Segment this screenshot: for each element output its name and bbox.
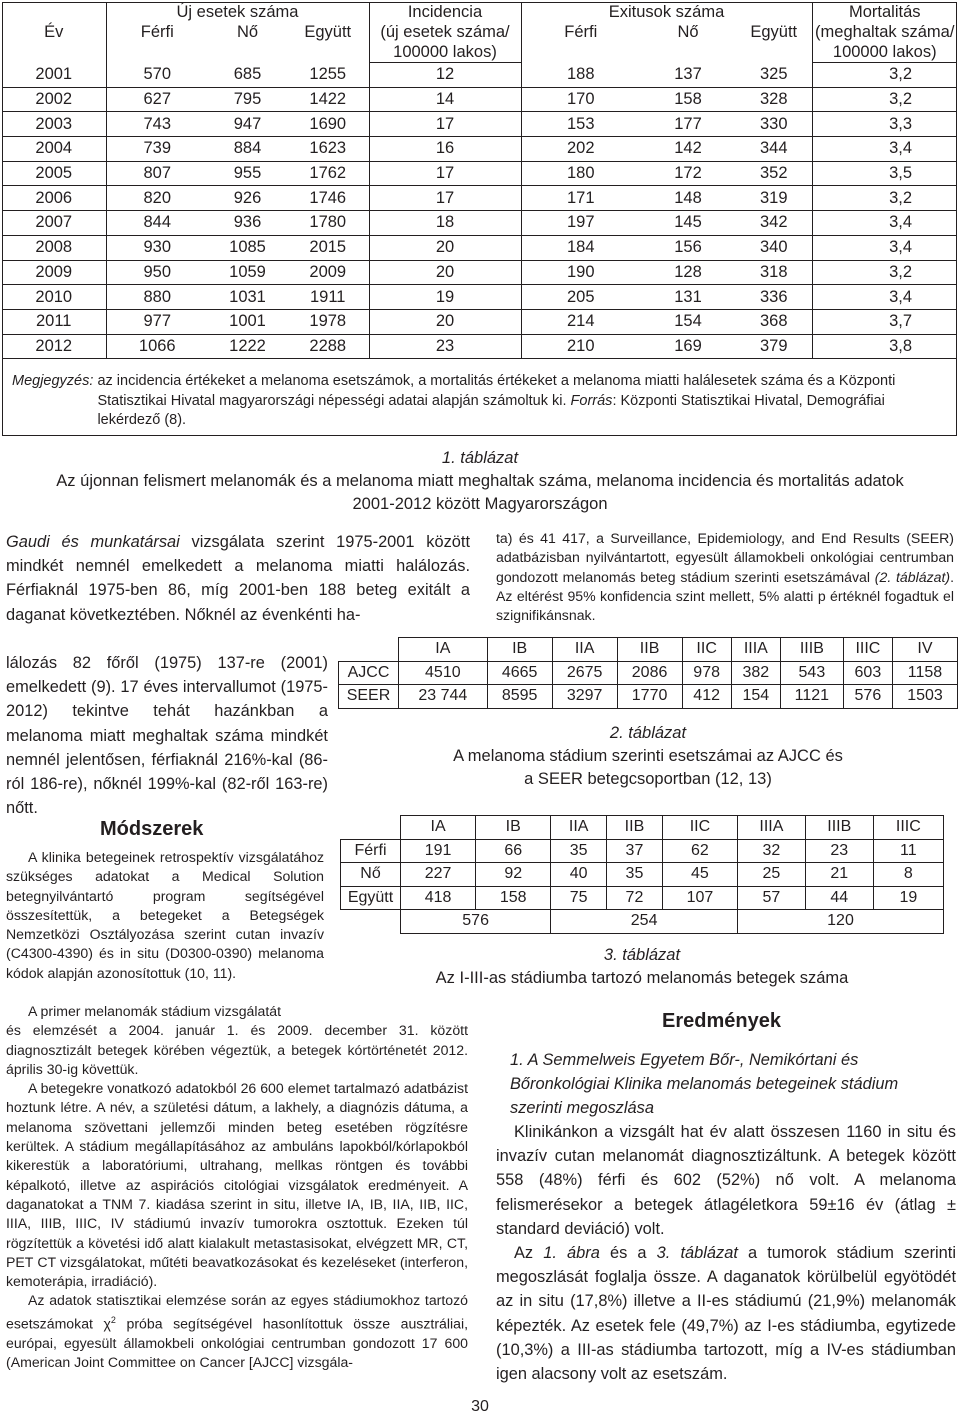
table2-row bbox=[339, 661, 958, 685]
table3-cell: 21 bbox=[805, 863, 873, 887]
table2-cell: 4665 bbox=[487, 661, 552, 685]
table1-cell: 884 bbox=[208, 137, 287, 162]
table3-cell: 8 bbox=[873, 863, 943, 887]
table1-row bbox=[2, 87, 957, 112]
col-mortalitas-unit: 100000 lakos) bbox=[812, 42, 957, 63]
table1-cell: 936 bbox=[208, 211, 287, 236]
table3 bbox=[340, 815, 944, 934]
results-p2b: és a bbox=[599, 1244, 657, 1263]
col-exitusok: Exitusok száma bbox=[521, 2, 812, 22]
col-incidencia: Incidencia bbox=[369, 2, 521, 22]
table1-row bbox=[2, 235, 957, 260]
table1-cell: 2001 bbox=[2, 63, 106, 88]
table1-cell: 2007 bbox=[2, 211, 106, 236]
table2-cell: 978 bbox=[682, 661, 731, 685]
table2-stage-header: IIA bbox=[552, 638, 617, 662]
table1-cell: 1780 bbox=[287, 211, 369, 236]
table1-cell: 2288 bbox=[287, 334, 369, 359]
left-intro-top bbox=[6, 530, 470, 627]
table1-cell: 197 bbox=[521, 211, 640, 236]
table2-cell: 2675 bbox=[552, 661, 617, 685]
table1-caption-num: 1. táblázat bbox=[441, 449, 519, 467]
results-title: Eredmények bbox=[662, 1010, 781, 1032]
table3-totals-blank bbox=[341, 910, 401, 934]
table1-row bbox=[2, 285, 957, 310]
table1-row bbox=[2, 63, 957, 88]
table2-caption bbox=[338, 722, 958, 791]
table1-cell: 2011 bbox=[2, 309, 106, 334]
table1-cell: 18 bbox=[369, 211, 521, 236]
table1-cell: 1066 bbox=[106, 334, 208, 359]
table1-cell: 1255 bbox=[287, 63, 369, 88]
table1-cell: 14 bbox=[369, 87, 521, 112]
table1-cell: 1085 bbox=[208, 235, 287, 260]
table3-caption bbox=[340, 944, 944, 990]
table1-note bbox=[12, 372, 942, 431]
page-number: 30 bbox=[471, 1398, 489, 1415]
table1-cell: 739 bbox=[106, 137, 208, 162]
intro-text: vizsgálata szerint 1975-2001 között mindkét nemnél emelkedett a melanoma miatti halálozás. Férfiaknál 1975-ben 86, míg 2001-ben 188 beteg exitált a daganat következtében. Nőknél az évenkénti ha- bbox=[6, 533, 470, 624]
table3-cell: 25 bbox=[737, 863, 805, 887]
table2-cell: 4510 bbox=[399, 661, 488, 685]
table1-cell: 190 bbox=[521, 260, 640, 285]
table2-row bbox=[339, 685, 958, 709]
table1-cell: 344 bbox=[736, 137, 812, 162]
results-p2c: a tumorok stádium szerinti megoszlását foglalja össze. A daganatok körülbelül egyötödét az in situ (17,8%) illetve a II-es stádiumú (21,9%) melanomák képezték. Az esetek fele (49,7%) az I-es stádiumba, egytizede (10,3%) a III-as stádiumba tartozott, míg a IV-es stádiumban igen alacsony volt az esetszám. bbox=[496, 1244, 956, 1384]
table2-cell: 576 bbox=[843, 685, 892, 709]
table1-row bbox=[2, 260, 957, 285]
right-intro-b: . Az eltérést 95% konfidencia szint mellett, 5% alatti p értéknél fogadtuk el szignifikánsnak. bbox=[496, 568, 954, 624]
table1-cell: 3,3 bbox=[812, 112, 957, 137]
table1-cell: 1746 bbox=[287, 186, 369, 211]
table1-cell: 1001 bbox=[208, 309, 287, 334]
table3-cell: 40 bbox=[551, 863, 607, 887]
table1-cell: 3,2 bbox=[812, 63, 957, 88]
note-label: Megjegyzés: bbox=[12, 373, 94, 389]
table3-cell: 72 bbox=[607, 886, 663, 910]
table1-row bbox=[2, 137, 957, 162]
table3-cell: 57 bbox=[737, 886, 805, 910]
table3-stage-header: IB bbox=[476, 816, 551, 840]
table1-cell: 19 bbox=[369, 285, 521, 310]
table1-cell: 184 bbox=[521, 235, 640, 260]
table1-cell: 319 bbox=[736, 186, 812, 211]
table3-cell: 75 bbox=[551, 886, 607, 910]
table1-cell: 205 bbox=[521, 285, 640, 310]
table2-cell: 1503 bbox=[892, 685, 957, 709]
table1-cell: 202 bbox=[521, 137, 640, 162]
table2-stage-header: IA bbox=[399, 638, 488, 662]
table1-cell: 17 bbox=[369, 112, 521, 137]
table1-cell: 328 bbox=[736, 87, 812, 112]
chi-sup: 2 bbox=[110, 1314, 116, 1325]
table1-cell: 368 bbox=[736, 309, 812, 334]
table1-cell: 1978 bbox=[287, 309, 369, 334]
table1-cell: 3,4 bbox=[812, 137, 957, 162]
table1-caption-line1: Az újonnan felismert melanomák és a melanoma miatt meghaltak száma, melanoma incidencia és mortalitás adatok bbox=[56, 472, 904, 490]
table1-cell: 16 bbox=[369, 137, 521, 162]
table1-cell: 950 bbox=[106, 260, 208, 285]
table1-cell: 177 bbox=[640, 112, 736, 137]
table2-cell: 8595 bbox=[487, 685, 552, 709]
table1-row bbox=[2, 211, 957, 236]
table1-cell: 3,8 bbox=[812, 334, 957, 359]
table1-cell: 807 bbox=[106, 161, 208, 186]
table1-cell: 820 bbox=[106, 186, 208, 211]
table3-row bbox=[341, 839, 944, 863]
table1-cell: 379 bbox=[736, 334, 812, 359]
methods-p3: A betegekre vonatkozó adatokból 26 600 elemet tartalmazó adatbázist hoztunk létre. A név, a születési dátum, a lakhely, a diagnózis dátuma, a melanoma szövettani jellemzői minden beteg esetében rögzítésre kerültek. A stádium megállapításához az ambuláns lapokból/kórlapokból kikerestük a laboratóriumi, ultrahang, mellkas röntgen és további képalkotó, illetve az aspirációs citológiai vizsgálatok eredményeit. A daganatokat a TNM 7. kiadása szerint in situ, illetve IA, IB, IIA, IIB, IIC, IIIA, IIIB, IIIC, IV stádiumú invazív tumorokra osztottuk. Ezeken túl rögzítettük a követési idő alatt kialakult metastasisokat, elvégzett MR, CT, PET CT vizsgálatokat, műtéti beavatkozásokat és kezeléseket (interferon, kemoterápia, irradiáció). bbox=[6, 1080, 468, 1290]
table1-cell: 156 bbox=[640, 235, 736, 260]
col-egyutt: Együtt bbox=[304, 23, 352, 41]
table1-cell: 2015 bbox=[287, 235, 369, 260]
table1-cell: 844 bbox=[106, 211, 208, 236]
table1-cell: 3,4 bbox=[812, 211, 957, 236]
table1-cell: 2008 bbox=[2, 235, 106, 260]
table1-cell: 145 bbox=[640, 211, 736, 236]
table1-row bbox=[2, 112, 957, 137]
table1-cell: 142 bbox=[640, 137, 736, 162]
table3-stage-header: IIIC bbox=[873, 816, 943, 840]
table1-cell: 180 bbox=[521, 161, 640, 186]
col-uj-esetek: Új esetek száma bbox=[106, 2, 369, 22]
table3-stage-header: IIA bbox=[551, 816, 607, 840]
table1-cell: 2005 bbox=[2, 161, 106, 186]
table1-cell: 336 bbox=[736, 285, 812, 310]
left-intro-narrow: lálozás 82 főről (1975) 137-re (2001) emelkedett (9). 17 éves intervallumot (1975-2012) tekintve tehát hazánkban a melanoma miatt meghaltak száma mindkét nemnél jelentősen, férfiaknál 216%-kal (86-ról 186-re), nőknél 199%-kal (82-ről 163-re) nőtt. bbox=[6, 654, 328, 818]
table1-cell: 3,7 bbox=[812, 309, 957, 334]
table1-cell: 3,2 bbox=[812, 87, 957, 112]
table2-cell: 412 bbox=[682, 685, 731, 709]
table2-stage-header: IIIA bbox=[731, 638, 780, 662]
table1-cell: 214 bbox=[521, 309, 640, 334]
table3-stage-header: IIIB bbox=[805, 816, 873, 840]
table1-row bbox=[2, 309, 957, 334]
results-ref1: 1. ábra bbox=[543, 1244, 600, 1263]
table1-row bbox=[2, 186, 957, 211]
methods-p4 bbox=[6, 1291, 468, 1372]
table3-caption-line1: Az I-III-as stádiumba tartozó melanomás betegek száma bbox=[435, 969, 849, 987]
table1-cell: 685 bbox=[208, 63, 287, 88]
table1-cell: 169 bbox=[640, 334, 736, 359]
table2-caption-num: 2. táblázat bbox=[609, 724, 687, 742]
table1-cell: 3,4 bbox=[812, 235, 957, 260]
table2-cell: 2086 bbox=[617, 661, 682, 685]
table1-cell: 880 bbox=[106, 285, 208, 310]
results-subtitle: 1. A Semmelweis Egyetem Bőr-, Nemikórtani és Bőronkológiai Klinika melanomás betegeinek stádium szerinti megoszlása bbox=[510, 1051, 899, 1118]
right-intro bbox=[496, 529, 954, 625]
table1-cell: 627 bbox=[106, 87, 208, 112]
table2-cell: 3297 bbox=[552, 685, 617, 709]
col-ferfi: Férfi bbox=[106, 22, 208, 63]
table1-cell: 171 bbox=[521, 186, 640, 211]
table1-cell: 352 bbox=[736, 161, 812, 186]
table1-cell: 17 bbox=[369, 186, 521, 211]
table3-cell: 158 bbox=[476, 886, 551, 910]
col-egyutt-exit: Együtt bbox=[750, 23, 798, 41]
table3-cell: 32 bbox=[737, 839, 805, 863]
table1-cell: 20 bbox=[369, 260, 521, 285]
table1-cell: 1222 bbox=[208, 334, 287, 359]
table3-body bbox=[341, 816, 944, 934]
intro-authors: Gaudi és munkatársai bbox=[6, 533, 180, 551]
methods-p4b: próba segítségével hasonlítottuk össze ausztráliai, európai, egyesült államokbeli onkológiai centrumban gondozott 17 600 (American Joint Committee on Cancer [AJCC] vizsgála- bbox=[6, 1315, 468, 1371]
table3-total: 576 bbox=[401, 910, 551, 934]
methods-rest bbox=[6, 1002, 468, 1372]
table1-caption-line2: 2001-2012 között Magyarországon bbox=[352, 495, 608, 513]
table1-cell: 318 bbox=[736, 260, 812, 285]
table3-cell: 418 bbox=[401, 886, 476, 910]
table1-cell: 325 bbox=[736, 63, 812, 88]
table3-total: 120 bbox=[737, 910, 943, 934]
table3-stage-header: IIB bbox=[607, 816, 663, 840]
table3-cell: 191 bbox=[401, 839, 476, 863]
table1-cell: 2004 bbox=[2, 137, 106, 162]
table3-cell: 62 bbox=[662, 839, 737, 863]
table1-cell: 947 bbox=[208, 112, 287, 137]
table3-cell: 227 bbox=[401, 863, 476, 887]
table3-row-label: Férfi bbox=[341, 839, 401, 863]
table1-cell: 2003 bbox=[2, 112, 106, 137]
table3-row-label: Együtt bbox=[341, 886, 401, 910]
table1-cell: 2009 bbox=[2, 260, 106, 285]
table1-cell: 340 bbox=[736, 235, 812, 260]
table2-stage-header: IB bbox=[487, 638, 552, 662]
results-p1: Klinikánkon a vizsgált hat év alatt összesen 1160 in situ és invazív cutan melanomát diagnosztizáltunk. A betegek között 558 (48%) férfi és 602 (52%) nő volt. A melanoma felismerésekor a betegek átlagéletkora 59±16 év (átlag ± standard deviáció) volt. bbox=[496, 1123, 956, 1238]
col-incidencia-sub: (új esetek száma/ bbox=[369, 22, 521, 42]
table2-row-label: SEER bbox=[339, 685, 399, 709]
table2-body bbox=[339, 638, 958, 709]
table2-header-row bbox=[339, 638, 958, 662]
table1-cell: 926 bbox=[208, 186, 287, 211]
table1-cell: 2002 bbox=[2, 87, 106, 112]
table1-cell: 1623 bbox=[287, 137, 369, 162]
source-label: Forrás bbox=[570, 392, 613, 409]
table1-row bbox=[2, 334, 957, 359]
col-no: Nő bbox=[236, 23, 259, 41]
table2-caption-line2: a SEER betegcsoportban (12, 13) bbox=[524, 770, 772, 788]
table1 bbox=[2, 2, 957, 359]
note-text: az incidencia értékeket a melanoma esetszámok, a mortalitás értékeket a melanoma miatti halálesetek száma és a Központi Statisztikai Hivatal magyarországi népességi adatai alapján számoltuk ki. bbox=[97, 373, 896, 409]
table1-cell: 1059 bbox=[208, 260, 287, 285]
table1-cell: 2010 bbox=[2, 285, 106, 310]
table3-cell: 66 bbox=[476, 839, 551, 863]
col-ferfi-exit: Férfi bbox=[521, 22, 640, 63]
table3-stage-header: IA bbox=[401, 816, 476, 840]
table1-cell: 188 bbox=[521, 63, 640, 88]
table3-cell: 107 bbox=[662, 886, 737, 910]
table3-cell: 11 bbox=[873, 839, 943, 863]
col-mortalitas-sub: (meghaltak száma/ bbox=[812, 22, 957, 42]
table1-cell: 1762 bbox=[287, 161, 369, 186]
methods-title: Módszerek bbox=[100, 818, 204, 840]
source-text: : Központi Statisztikai Hivatal, Demográfiai lekérdező (8). bbox=[97, 392, 885, 428]
table2-caption-line1: A melanoma stádium szerinti esetszámai az AJCC és bbox=[453, 747, 843, 765]
table1-cell: 3,4 bbox=[812, 285, 957, 310]
table1-cell: 342 bbox=[736, 211, 812, 236]
table1-caption bbox=[0, 447, 960, 516]
results-p2 bbox=[496, 1241, 956, 1386]
table3-cell: 35 bbox=[551, 839, 607, 863]
table3-cell: 45 bbox=[662, 863, 737, 887]
table1-cell: 154 bbox=[640, 309, 736, 334]
table3-corner bbox=[341, 816, 401, 840]
table2-cell: 1770 bbox=[617, 685, 682, 709]
results-ref2: 3. táblázat bbox=[656, 1244, 738, 1263]
table1-cell: 2009 bbox=[287, 260, 369, 285]
table1-cell: 977 bbox=[106, 309, 208, 334]
table2-stage-header: IIIC bbox=[843, 638, 892, 662]
table2-cell: 603 bbox=[843, 661, 892, 685]
table1-cell: 743 bbox=[106, 112, 208, 137]
table1-cell: 3,2 bbox=[812, 186, 957, 211]
table1-cell: 795 bbox=[208, 87, 287, 112]
table2-cell: 1158 bbox=[892, 661, 957, 685]
table2-cell: 1121 bbox=[780, 685, 843, 709]
right-intro-a: ta) és 41 417, a Surveillance, Epidemiology, and End Results (SEER) adatbázisban nyilvántartott, egyesült államokbeli onkológiai centrumban gondozott melanomás beteg stádium szerinti esetszámával bbox=[496, 530, 954, 585]
methods-p2-end: és elemzését a 2004. január 1. és 2009. december 31. között diagnosztizált betegek körében végeztük, a betegek kórtörténetét 2012. április 30-ig követtük. bbox=[6, 1022, 468, 1077]
table1-cell: 3,2 bbox=[812, 260, 957, 285]
table1-cell: 23 bbox=[369, 334, 521, 359]
table1-cell: 1690 bbox=[287, 112, 369, 137]
table3-totals-row bbox=[341, 910, 944, 934]
table2-stage-header: IIB bbox=[617, 638, 682, 662]
col-no-exit: Nő bbox=[677, 23, 699, 41]
table2-stage-header: IIIB bbox=[780, 638, 843, 662]
table1-cell: 172 bbox=[640, 161, 736, 186]
table3-cell: 92 bbox=[476, 863, 551, 887]
table1-cell: 20 bbox=[369, 309, 521, 334]
table1-cell: 1031 bbox=[208, 285, 287, 310]
table3-row bbox=[341, 863, 944, 887]
table1-cell: 2006 bbox=[2, 186, 106, 211]
table2-cell: 382 bbox=[731, 661, 780, 685]
table2-corner bbox=[339, 638, 399, 662]
table1-body bbox=[2, 63, 957, 359]
table1-cell: 170 bbox=[521, 87, 640, 112]
methods-p2-start: A primer melanomák stádium vizsgálatát bbox=[28, 1003, 282, 1019]
results-body bbox=[496, 1120, 956, 1386]
table1-cell: 1422 bbox=[287, 87, 369, 112]
table3-cell: 19 bbox=[873, 886, 943, 910]
results-p2a: Az bbox=[514, 1244, 544, 1263]
table1-cell: 148 bbox=[640, 186, 736, 211]
col-ev: Év bbox=[44, 23, 64, 42]
table3-cell: 35 bbox=[607, 863, 663, 887]
methods-p1: A klinika betegeinek retrospektív vizsgálatához szükséges adatokat a Medical Solution betegnyilvántartó program segítségével összesítettük, a betegeket a Betegségek Nemzetközi Osztályozása szerint cutan invazív (C4300-4390) és in situ (D0300-0390) melanoma kódok alapján azonosítottuk (10, 11). bbox=[6, 849, 324, 981]
table1-cell: 158 bbox=[640, 87, 736, 112]
table1-cell: 330 bbox=[736, 112, 812, 137]
table1-cell: 570 bbox=[106, 63, 208, 88]
table1-row bbox=[2, 161, 957, 186]
table3-stage-header: IIIA bbox=[737, 816, 805, 840]
table1-cell: 131 bbox=[640, 285, 736, 310]
chi-symbol: χ bbox=[103, 1315, 111, 1332]
table1-cell: 153 bbox=[521, 112, 640, 137]
table1-cell: 137 bbox=[640, 63, 736, 88]
table3-cell: 44 bbox=[805, 886, 873, 910]
table1-cell: 20 bbox=[369, 235, 521, 260]
table2-stage-header: IIC bbox=[682, 638, 731, 662]
table2-cell: 23 744 bbox=[399, 685, 488, 709]
table2-cell: 154 bbox=[731, 685, 780, 709]
table3-cell: 37 bbox=[607, 839, 663, 863]
col-incidencia-unit: 100000 lakos) bbox=[369, 42, 521, 63]
table3-stage-header: IIC bbox=[662, 816, 737, 840]
right-intro-ref: (2. táblázat) bbox=[874, 568, 951, 585]
table3-caption-num: 3. táblázat bbox=[603, 946, 681, 964]
table3-cell: 23 bbox=[805, 839, 873, 863]
table1-cell: 17 bbox=[369, 161, 521, 186]
table1-cell: 210 bbox=[521, 334, 640, 359]
table2-stage-header: IV bbox=[892, 638, 957, 662]
table1-cell: 930 bbox=[106, 235, 208, 260]
table2-row-label: AJCC bbox=[339, 661, 399, 685]
table3-row-label: Nő bbox=[341, 863, 401, 887]
table1-cell: 12 bbox=[369, 63, 521, 88]
col-mortalitas: Mortalitás bbox=[812, 2, 957, 22]
table3-total: 254 bbox=[551, 910, 738, 934]
table1-cell: 2012 bbox=[2, 334, 106, 359]
methods-p4a: Az adatok statisztikai elemzése során az egyes stádiumokhoz tartozó esetszámokat bbox=[6, 1292, 468, 1332]
table1-cell: 3,5 bbox=[812, 161, 957, 186]
table1-cell: 1911 bbox=[287, 285, 369, 310]
table1-cell: 128 bbox=[640, 260, 736, 285]
table3-header-row bbox=[341, 816, 944, 840]
table1-cell: 955 bbox=[208, 161, 287, 186]
table3-row bbox=[341, 886, 944, 910]
table2 bbox=[338, 637, 958, 709]
table2-cell: 543 bbox=[780, 661, 843, 685]
